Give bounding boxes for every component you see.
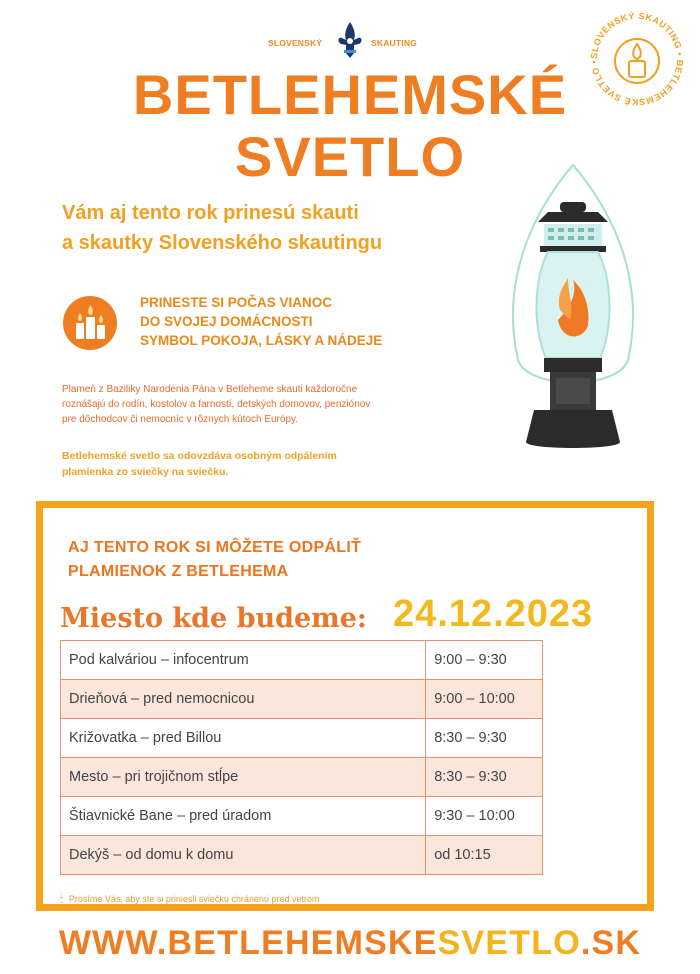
table-row (61, 719, 543, 758)
place-cell: Mesto – pri trojičnom stĺpe (61, 758, 426, 797)
candles-icon (62, 295, 118, 351)
table-row (61, 797, 543, 836)
subtitle (62, 198, 502, 258)
event-date: 24.12.2023 (393, 593, 594, 635)
time-cell: 9:00 – 9:30 (426, 641, 543, 680)
schedule-table (60, 640, 543, 875)
website-part-3: .SK (580, 924, 642, 962)
subtitle-line-1: Vám aj tento rok prinesú skauti (62, 202, 359, 224)
place-cell: Križovatka – pred Billou (61, 719, 426, 758)
table-row (61, 680, 543, 719)
place-cell: Pod kalváriou – infocentrum (61, 641, 426, 680)
subtitle-line-2: a skautky Slovenského skautingu (62, 232, 383, 254)
description-line-1: Plameň z Baziliky Narodenia Pána v Betleheme skauti každoročne (62, 384, 358, 395)
description-line-2: roznášajú do rodín, kostolov a farností, detských domovov, penziónov (62, 399, 371, 410)
place-cell: Drieňová – pred nemocnicou (61, 680, 426, 719)
schedule-heading-line-2: PLAMIENOK Z BETLEHEMA (68, 563, 289, 580)
org-name-right: SKAUTING (371, 38, 417, 48)
website-link[interactable] (0, 924, 700, 963)
slogan-line-3: SYMBOL POKOJA, LÁSKY A NÁDEJE (140, 333, 383, 348)
candle-note (60, 894, 319, 905)
website-part-1: WWW.BETLEHEMSKE (58, 924, 438, 962)
time-cell: 9:00 – 10:00 (426, 680, 543, 719)
place-label: Miesto kde budeme: (60, 603, 367, 634)
table-row (61, 758, 543, 797)
handover-line-2: plamienka zo sviečky na sviečku. (62, 466, 229, 478)
time-cell: 8:30 – 9:30 (426, 719, 543, 758)
time-cell: od 10:15 (426, 836, 543, 875)
description-line-3: pre dôchodcov či nemocníc v rôznych kútoch Európy. (62, 414, 299, 425)
slogan-line-2: DO SVOJEJ DOMÁCNOSTI (140, 314, 313, 329)
place-cell: Dekýš – od domu k domu (61, 836, 426, 875)
scout-lily-icon (334, 20, 366, 60)
description-paragraph (62, 382, 482, 427)
schedule-heading-line-1: AJ TENTO ROK SI MÔŽETE ODPÁLIŤ (68, 539, 362, 556)
title-line-2: SVETLO (234, 125, 466, 188)
seal-text: SLOVENSKÝ SKAUTING • BETLEHEMSKÉ SVETLO • (588, 10, 686, 108)
small-candles-icon: 🕯 (60, 894, 63, 905)
handover-paragraph (62, 448, 482, 480)
slogan (140, 293, 460, 350)
website-part-2: SVETLO (437, 924, 581, 962)
handover-line-1: Betlehemské svetlo sa odovzdáva osobným odpálením (62, 450, 337, 462)
title-line-1: BETLEHEMSKÉ (132, 63, 568, 126)
candle-note-text: Prosíme Vás, aby ste si priniesli sviečku chránenú pred vetrom (68, 894, 320, 904)
table-row (61, 641, 543, 680)
org-name-left: SLOVENSKÝ (268, 38, 323, 48)
table-row (61, 836, 543, 875)
scouting-logo (268, 20, 438, 62)
schedule-heading (68, 536, 528, 584)
place-cell: Štiavnické Bane – pred úradom (61, 797, 426, 836)
slogan-line-1: PRINESTE SI POČAS VIANOC (140, 295, 333, 310)
time-cell: 9:30 – 10:00 (426, 797, 543, 836)
lantern-icon (498, 160, 648, 460)
time-cell: 8:30 – 9:30 (426, 758, 543, 797)
